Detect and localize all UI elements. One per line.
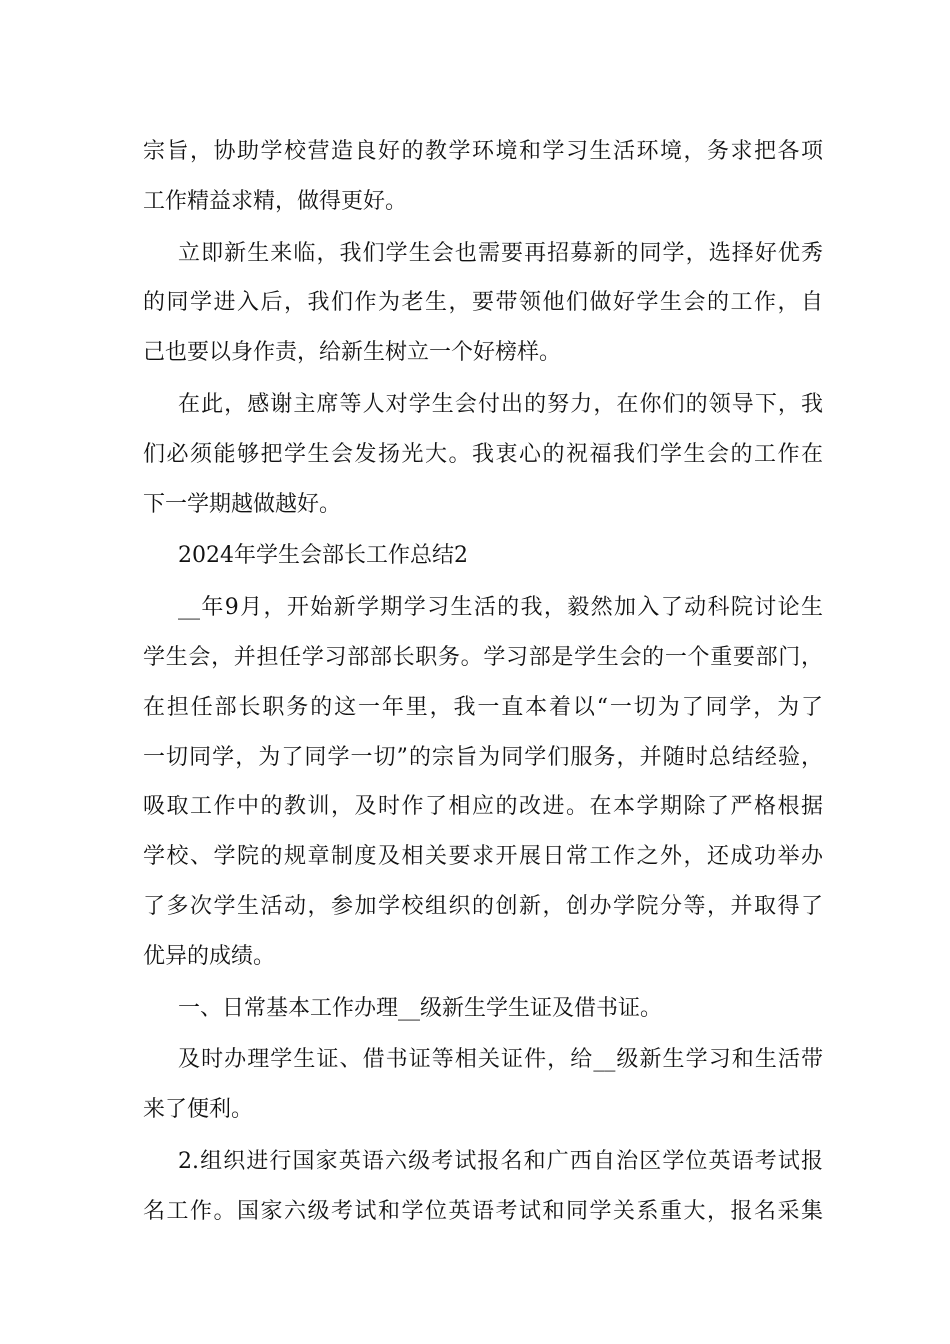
paragraph-line: 2.组织进行国家英语六级考试报名和广西自治区学位英语考试报	[178, 1148, 823, 1174]
paragraph-line: 下一学期越做越好。	[143, 491, 342, 517]
subsection-heading: 一、日常基本工作办理__级新生学生证及借书证。	[178, 995, 663, 1021]
paragraph-line: 学校、学院的规章制度及相关要求开展日常工作之外，还成功举办	[143, 844, 823, 870]
paragraph-line: 学生会，并担任学习部部长职务。学习部是学生会的一个重要部门，	[143, 644, 823, 670]
paragraph-line: 在此，感谢主席等人对学生会付出的努力，在你们的领导下，我	[178, 391, 823, 417]
paragraph-line: 了多次学生活动，参加学校组织的创新，创办学院分等，并取得了	[143, 893, 823, 919]
paragraph-line: 的同学进入后，我们作为老生，要带领他们做好学生会的工作，自	[143, 290, 823, 316]
paragraph-line: 己也要以身作责，给新生树立一个好榜样。	[143, 340, 562, 366]
document-body	[143, 127, 823, 1237]
paragraph-line: __年9月，开始新学期学习生活的我，毅然加入了动科院讨论生	[178, 595, 823, 621]
paragraph-line: 来了便利。	[143, 1097, 254, 1123]
paragraph-line: 一切同学，为了同学一切”的宗旨为同学们服务，并随时总结经验，	[143, 744, 823, 770]
paragraph-line: 工作精益求精，做得更好。	[143, 188, 408, 214]
section-heading: 2024年学生会部长工作总结2	[178, 543, 468, 569]
paragraph-line: 们必须能够把学生会发扬光大。我衷心的祝福我们学生会的工作在	[143, 441, 823, 467]
paragraph-line: 宗旨，协助学校营造良好的教学环境和学习生活环境，务求把各项	[143, 139, 823, 164]
paragraph-line: 及时办理学生证、借书证等相关证件，给__级新生学习和生活带	[178, 1047, 823, 1073]
paragraph-line: 立即新生来临，我们学生会也需要再招募新的同学，选择好优秀	[178, 240, 823, 266]
paragraph-line: 吸取工作中的教训，及时作了相应的改进。在本学期除了严格根据	[143, 794, 823, 820]
paragraph-line: 优异的成绩。	[143, 943, 276, 969]
paragraph-line: 名工作。国家六级考试和学位英语考试和同学关系重大，报名采集	[143, 1198, 823, 1224]
paragraph-line: 在担任部长职务的这一年里，我一直本着以“一切为了同学，为了	[143, 694, 823, 720]
